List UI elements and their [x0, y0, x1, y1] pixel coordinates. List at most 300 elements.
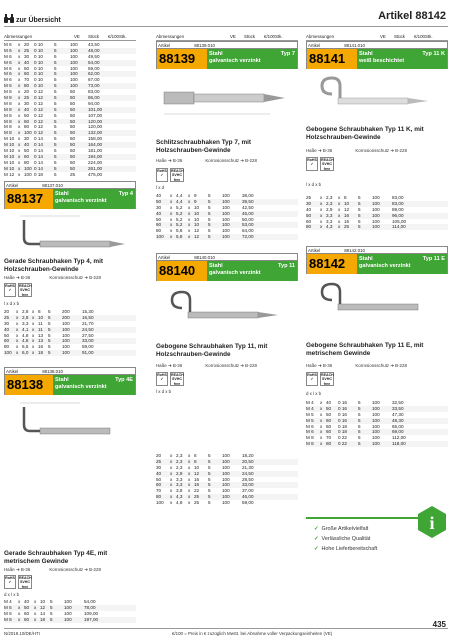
table-cell: 83,00	[392, 200, 404, 206]
article-small-number: 88139.010	[194, 43, 215, 48]
table-cell: 8	[344, 195, 347, 200]
table-cell: x	[188, 476, 191, 482]
table-cell: x	[188, 470, 191, 476]
section-title-typ7: Schlitzschraubhaken Typ 7, mit Holzschrauben-Gewinde	[156, 139, 252, 154]
article-type: Typ 7	[280, 51, 295, 57]
table-cell: 132,00	[88, 130, 103, 136]
table-cell: 5	[50, 599, 53, 604]
page-number: 435	[432, 620, 446, 629]
table-cell: x	[170, 476, 173, 482]
table-cell: M 10	[4, 136, 15, 142]
table-cell: 8	[38, 309, 41, 314]
table-cell: 25	[70, 171, 76, 177]
table-a-header	[4, 34, 136, 41]
info-icon	[418, 506, 446, 538]
table-cell: 5	[50, 616, 53, 622]
table-cell: x	[16, 320, 19, 326]
table-cell: x	[188, 198, 191, 204]
table-cell: 12	[194, 470, 200, 476]
table-cell: 100	[372, 441, 380, 447]
table-cell: 48,30	[392, 417, 404, 423]
table-cell: 100	[62, 344, 70, 350]
table-cell: 42,50	[242, 204, 254, 210]
table-cell: 181,00	[88, 148, 103, 154]
table-cell: 6	[194, 453, 197, 458]
table-cell: x	[320, 411, 323, 417]
table-cell: 100	[372, 218, 380, 224]
table-cell: x	[170, 210, 173, 216]
table-cell: 32,50	[392, 400, 404, 405]
article-finish: galvanisch verzinkt	[209, 269, 261, 276]
table-cell: 5	[208, 198, 211, 204]
col-abm: Abmessungen	[4, 34, 33, 39]
table-cell: x	[18, 616, 21, 622]
table-cell: 5	[54, 118, 57, 124]
table-cell: 60	[156, 222, 162, 228]
table-cell: 100	[62, 338, 70, 344]
table-cell: M 10	[4, 148, 15, 154]
table-cell: x	[170, 228, 173, 234]
table-cell: 5	[54, 112, 57, 118]
table-cell: x	[18, 112, 21, 118]
info-divider	[306, 517, 418, 519]
table-cell: x	[18, 165, 21, 171]
table-cell: 0 18	[338, 429, 347, 435]
meta-typ11e	[306, 363, 448, 369]
table-cell: 89,00	[392, 206, 404, 212]
table-cell: 0 16	[338, 405, 347, 411]
table-row	[306, 224, 448, 230]
table-cell: 40	[24, 59, 30, 65]
table-cell: 54,00	[88, 59, 100, 65]
table-cell: 5	[54, 159, 57, 165]
table-cell: x	[18, 171, 21, 177]
table-cell: 100	[4, 350, 12, 356]
article-label: Artikel	[308, 248, 321, 253]
korrosion-link[interactable]: Korrosionsschutz ➜ B-228	[49, 567, 101, 572]
table-cell: 50	[24, 148, 30, 154]
table-cell: 100	[222, 193, 230, 198]
table-cell: 50	[156, 198, 162, 204]
article-number: 88139	[157, 49, 207, 69]
table-cell: 33,00	[82, 338, 94, 344]
table-cell: 5	[54, 153, 57, 159]
table-cell: 2,3	[176, 453, 183, 458]
article-label: Artikel	[6, 369, 19, 374]
table-cell: 10	[194, 222, 200, 228]
table-cell: 80	[156, 494, 162, 500]
table-cell: 5	[54, 95, 57, 101]
table-cell: 30	[306, 200, 312, 206]
table-cell: 5	[208, 222, 211, 228]
table-cell: 50	[306, 212, 312, 218]
table-cell: 3,3	[22, 320, 29, 326]
table-cell: x	[18, 599, 21, 604]
table-cell: 4,8	[22, 332, 29, 338]
table-cell: 25	[24, 95, 30, 101]
table-cell: 72,00	[242, 234, 254, 240]
table-cell: 80	[24, 159, 30, 165]
table-cell: x	[34, 599, 37, 604]
table-cell: 194,00	[88, 153, 103, 159]
table-c	[4, 599, 136, 623]
table-cell: 100	[222, 482, 230, 488]
table-cell: 8	[194, 458, 197, 464]
article-number: 88142	[307, 254, 357, 274]
table-cell: 5	[208, 476, 211, 482]
table-cell: 3,8	[176, 488, 183, 494]
table-cell: 18,20	[242, 453, 254, 458]
table-cell: 100	[24, 171, 32, 177]
table-cell: 30	[24, 136, 30, 142]
table-cell: x	[188, 458, 191, 464]
article-material: Stahl	[209, 263, 223, 269]
table-cell: 10	[194, 204, 200, 210]
table-cell: x	[18, 159, 21, 165]
table-cell: x	[170, 482, 173, 488]
table-cell: x	[188, 204, 191, 210]
dims-typ4e: d x l x b	[4, 592, 20, 597]
table-cell: 5,2	[176, 216, 183, 222]
table-cell: x	[188, 453, 191, 458]
table-cell: 5	[54, 47, 57, 53]
article-finish: galvanisch verzinkt	[55, 383, 107, 390]
table-cell: 80	[4, 344, 10, 350]
table-cell: 5	[54, 124, 57, 130]
table-cell: 5	[208, 470, 211, 476]
article-box-88141	[306, 41, 448, 69]
korrosion-link[interactable]: Korrosionsschutz ➜ B-228	[205, 363, 257, 368]
table-cell: M 6	[4, 59, 12, 65]
table-cell: 5	[48, 309, 51, 314]
table-cell: x	[18, 53, 21, 59]
table-cell: 48,00	[88, 47, 100, 53]
table-cell: 0 12	[34, 100, 43, 106]
table-cell: x	[18, 106, 21, 112]
table-cell: 0 16	[338, 417, 347, 423]
korrosion-link[interactable]: Korrosionsschutz ➜ B-228	[355, 363, 407, 368]
table-cell: 16	[38, 344, 44, 350]
table-cell: 118,00	[392, 441, 406, 447]
table-cell: 5	[54, 100, 57, 106]
table-r-header: Abmessungen VE Stück €/100Stk.	[306, 34, 448, 41]
table-cell: x	[338, 212, 341, 218]
table-cell: 100	[372, 423, 380, 429]
table-cell: 120,00	[88, 118, 103, 124]
table-cell: 5	[358, 212, 361, 218]
table-cell: M 6	[4, 610, 12, 616]
korrosion-link[interactable]: Korrosionsschutz ➜ B-228	[205, 158, 257, 163]
table-cell: 5,2	[176, 222, 183, 228]
table-cell: 100	[62, 350, 70, 356]
table-cell: 0 14	[34, 165, 43, 171]
table-cell: x	[32, 350, 35, 356]
table-cell: 3,3	[176, 476, 183, 482]
table-cell: 15,30	[82, 309, 94, 314]
table-cell: 86,00	[88, 95, 100, 101]
table-cell: M 4	[306, 400, 314, 405]
info-item: ✓ Große Artikelvielfalt	[314, 526, 369, 532]
table-cell: 50	[24, 112, 30, 118]
table-cell: 5	[358, 400, 361, 405]
table-row	[4, 172, 136, 178]
korrosion-link[interactable]: Korrosionsschutz ➜ B-228	[355, 148, 407, 153]
table-cell: x	[18, 42, 21, 47]
hole-link[interactable]: Haße ➜ B-36	[4, 567, 31, 572]
table-cell: M 6	[4, 47, 12, 53]
table-cell: x	[320, 423, 323, 429]
table-cell: 120,00	[88, 124, 103, 130]
table-cell: 40	[156, 193, 162, 198]
table-cell: 5	[358, 429, 361, 435]
article-small-number: 88138.010	[42, 369, 63, 374]
table-row	[156, 500, 298, 506]
article-small-number: 88140.010	[194, 255, 215, 260]
table-cell: 100	[222, 470, 230, 476]
table-cell: 60	[306, 218, 312, 224]
table-cell: 6,0	[22, 350, 29, 356]
table-cell: 69,00	[392, 429, 404, 435]
table-cell: 21,70	[82, 320, 94, 326]
table-cell: x	[16, 338, 19, 344]
table-cell: 50	[326, 405, 332, 411]
table-cell: 25	[194, 500, 200, 506]
table-cell: 50	[70, 89, 76, 95]
table-cell: 164,00	[88, 142, 103, 148]
footer-note: €/100 = Preis in € zuzüglich MwSt. bei Abnahme voller Verpackungseinheiten (VE)	[172, 631, 333, 636]
korrosion-link[interactable]: Korrosionsschutz ➜ B-228	[49, 275, 101, 280]
table-cell: 83,00	[88, 89, 100, 95]
article-description	[357, 49, 447, 69]
table-cell: M 10	[4, 159, 15, 165]
table-cell: 5,2	[176, 210, 183, 216]
table-cell: M 8	[4, 95, 12, 101]
table-cell: 50	[70, 142, 76, 148]
table-cell: 0 10	[34, 53, 43, 59]
table-cell: 0 12	[34, 124, 43, 130]
table-cell: 40	[4, 326, 10, 332]
table-cell: 40	[156, 470, 162, 476]
article-material: Stahl	[55, 377, 69, 383]
table-cell: x	[18, 100, 21, 106]
table-cell: 64,00	[242, 228, 254, 234]
table-cell: 5	[208, 453, 211, 458]
table-cell: 0 14	[34, 142, 43, 148]
table-cell: M 6	[4, 42, 12, 47]
table-cell: 12	[344, 206, 350, 212]
table-cell: 100	[24, 165, 32, 171]
table-cell: 100	[222, 216, 230, 222]
hole-link[interactable]: Haße ➜ B-36	[306, 363, 333, 368]
table-cell: 100	[372, 200, 380, 206]
table-cell: x	[170, 453, 173, 458]
article-small-number: 88142.010	[344, 248, 365, 253]
table-cell: M 10	[4, 165, 15, 171]
table-cell: x	[188, 494, 191, 500]
table-cell: 20,50	[242, 458, 254, 464]
table-cell: x	[188, 482, 191, 488]
article-description	[207, 261, 297, 281]
table-cell: x	[32, 326, 35, 332]
table-cell: 40	[326, 400, 332, 405]
table-cell: x	[18, 71, 21, 77]
table-cell: 21,30	[242, 464, 254, 470]
table-cell: 59,00	[82, 344, 94, 350]
table-cell: 33,50	[392, 405, 404, 411]
table-cell: 100	[64, 604, 72, 610]
table-cell: 33,00	[242, 482, 254, 488]
table-cell: 16	[194, 476, 200, 482]
table-cell: 5	[358, 195, 361, 200]
table-cell: x	[320, 400, 323, 405]
table-row	[4, 350, 136, 356]
table-cell: 91,00	[82, 350, 94, 356]
table-cell: 80	[326, 441, 332, 447]
table-cell: 5,2	[176, 204, 183, 210]
table-cell: 5	[208, 204, 211, 210]
table-cell: 54,00	[84, 599, 96, 604]
table-mid2	[156, 453, 298, 506]
table-cell: 50	[326, 411, 332, 417]
table-cell: 73,00	[88, 83, 100, 89]
table-cell: M 8	[4, 100, 12, 106]
hole-link[interactable]: Haße ➜ B-36	[306, 148, 333, 153]
table-cell: 11	[38, 326, 43, 332]
hole-link[interactable]: Haße ➜ B-36	[156, 363, 183, 368]
table-cell: x	[18, 124, 21, 130]
table-cell: M 8	[4, 112, 12, 118]
table-cell: x	[320, 206, 323, 212]
article-label: Artikel	[158, 43, 171, 48]
article-box-88139	[156, 41, 298, 69]
table-cell: 224,00	[88, 159, 103, 165]
table-cell: 5	[208, 458, 211, 464]
table-cell: 5	[48, 314, 51, 320]
table-cell: 9	[194, 198, 197, 204]
badges-typ7	[156, 168, 184, 182]
table-cell: 5	[208, 488, 211, 494]
table-cell: 2,8	[22, 309, 29, 314]
article-type: Typ 11 E	[422, 256, 445, 262]
table-row	[4, 617, 136, 623]
table-cell: 100	[372, 206, 380, 212]
table-cell: 100	[70, 83, 78, 89]
table-cell: 50,00	[242, 216, 254, 222]
table-cell: 0 10	[34, 83, 43, 89]
table-cell: 2,3	[326, 200, 333, 206]
table-cell: x	[188, 216, 191, 222]
table-cell: 5	[208, 482, 211, 488]
table-cell: 4,3	[176, 494, 183, 500]
table-cell: 37,00	[242, 488, 254, 494]
table-cell: 100	[222, 198, 230, 204]
table-cell: 60	[326, 429, 332, 435]
table-cell: 109,00	[84, 610, 99, 616]
table-cell: 5	[48, 338, 51, 344]
table-cell: x	[320, 195, 323, 200]
table-cell: 80	[306, 224, 312, 230]
table-cell: 60	[4, 338, 10, 344]
table-cell: 50	[70, 148, 76, 154]
table-cell: 5	[208, 464, 211, 470]
table-cell: 5	[208, 193, 211, 198]
table-cell: 50	[70, 95, 76, 101]
table-cell: x	[32, 332, 35, 338]
table-cell: 100	[62, 326, 70, 332]
table-cell: 13	[38, 332, 44, 338]
hole-link[interactable]: Haße ➜ B-36	[4, 275, 31, 280]
hole-link[interactable]: Haße ➜ B-36	[156, 158, 183, 163]
meta-typ11	[156, 363, 298, 369]
table-mid	[156, 193, 298, 240]
table-cell: 96,00	[392, 212, 404, 218]
rohs-badge: RoHS ✓	[306, 372, 318, 386]
table-cell: 5	[50, 604, 53, 610]
table-cell: x	[16, 326, 19, 332]
rohs-badge: RoHS ✓	[156, 168, 168, 182]
table-cell: 114,00	[392, 224, 406, 230]
table-cell: x	[18, 95, 21, 101]
table-cell: 25	[4, 314, 10, 320]
table-cell: 5	[208, 234, 211, 240]
table-cell: 50	[70, 112, 76, 118]
reach-badge: REACH SVHC free	[19, 576, 32, 589]
table-cell: 20	[24, 42, 30, 47]
table-cell: M 6	[4, 77, 12, 83]
table-cell: M 6	[4, 65, 12, 71]
article-finish: galvanisch verzinkt	[359, 262, 411, 269]
article-label-row	[157, 254, 297, 261]
table-cell: 16,50	[82, 314, 94, 320]
table-cell: x	[18, 77, 21, 83]
table-cell: x	[170, 488, 173, 494]
table-cell: 46,00	[242, 210, 254, 216]
table-cell: 100	[372, 411, 380, 417]
table-cell: 3,3	[326, 212, 333, 218]
table-row	[156, 234, 298, 240]
article-label: Artikel	[308, 43, 321, 48]
table-cell: M 6	[306, 423, 314, 429]
checkmark-icon: ✓	[314, 536, 319, 542]
dims-typ11e: d x l x b	[306, 391, 322, 396]
table-cell: 4,4	[176, 198, 183, 204]
article-finish: galvanisch verzinkt	[209, 57, 261, 64]
table-cell: 18	[40, 616, 46, 622]
hook-drawing-typ11	[170, 290, 290, 334]
table-cell: 50	[326, 423, 332, 429]
rohs-badge: RoHS ✓	[4, 283, 16, 297]
info-list	[314, 524, 377, 554]
table-cell: x	[170, 464, 173, 470]
reach-badge: REACH SVHC free	[321, 373, 334, 386]
table-cell: x	[188, 228, 191, 234]
badges-typ4e	[4, 575, 32, 589]
table-cell: 5	[54, 71, 57, 77]
info-item: ✓ Verlässliche Qualität	[314, 536, 371, 542]
table-cell: 100	[222, 464, 230, 470]
table-cell: M 4	[306, 405, 314, 411]
article-label: Artikel	[6, 183, 19, 188]
svg-text:i: i	[429, 513, 435, 533]
article-type: Typ 11	[278, 263, 295, 269]
table-cell: 50	[156, 216, 162, 222]
table-cell: 100	[70, 53, 78, 59]
table-cell: x	[170, 234, 173, 240]
section-title-typ11e: Gebogene Schraubhaken Typ 11 E, mit metrischem Gewinde	[306, 342, 424, 357]
article-material: Stahl	[55, 191, 69, 197]
table-cell: x	[320, 441, 323, 447]
table-cell: 100	[24, 130, 32, 136]
